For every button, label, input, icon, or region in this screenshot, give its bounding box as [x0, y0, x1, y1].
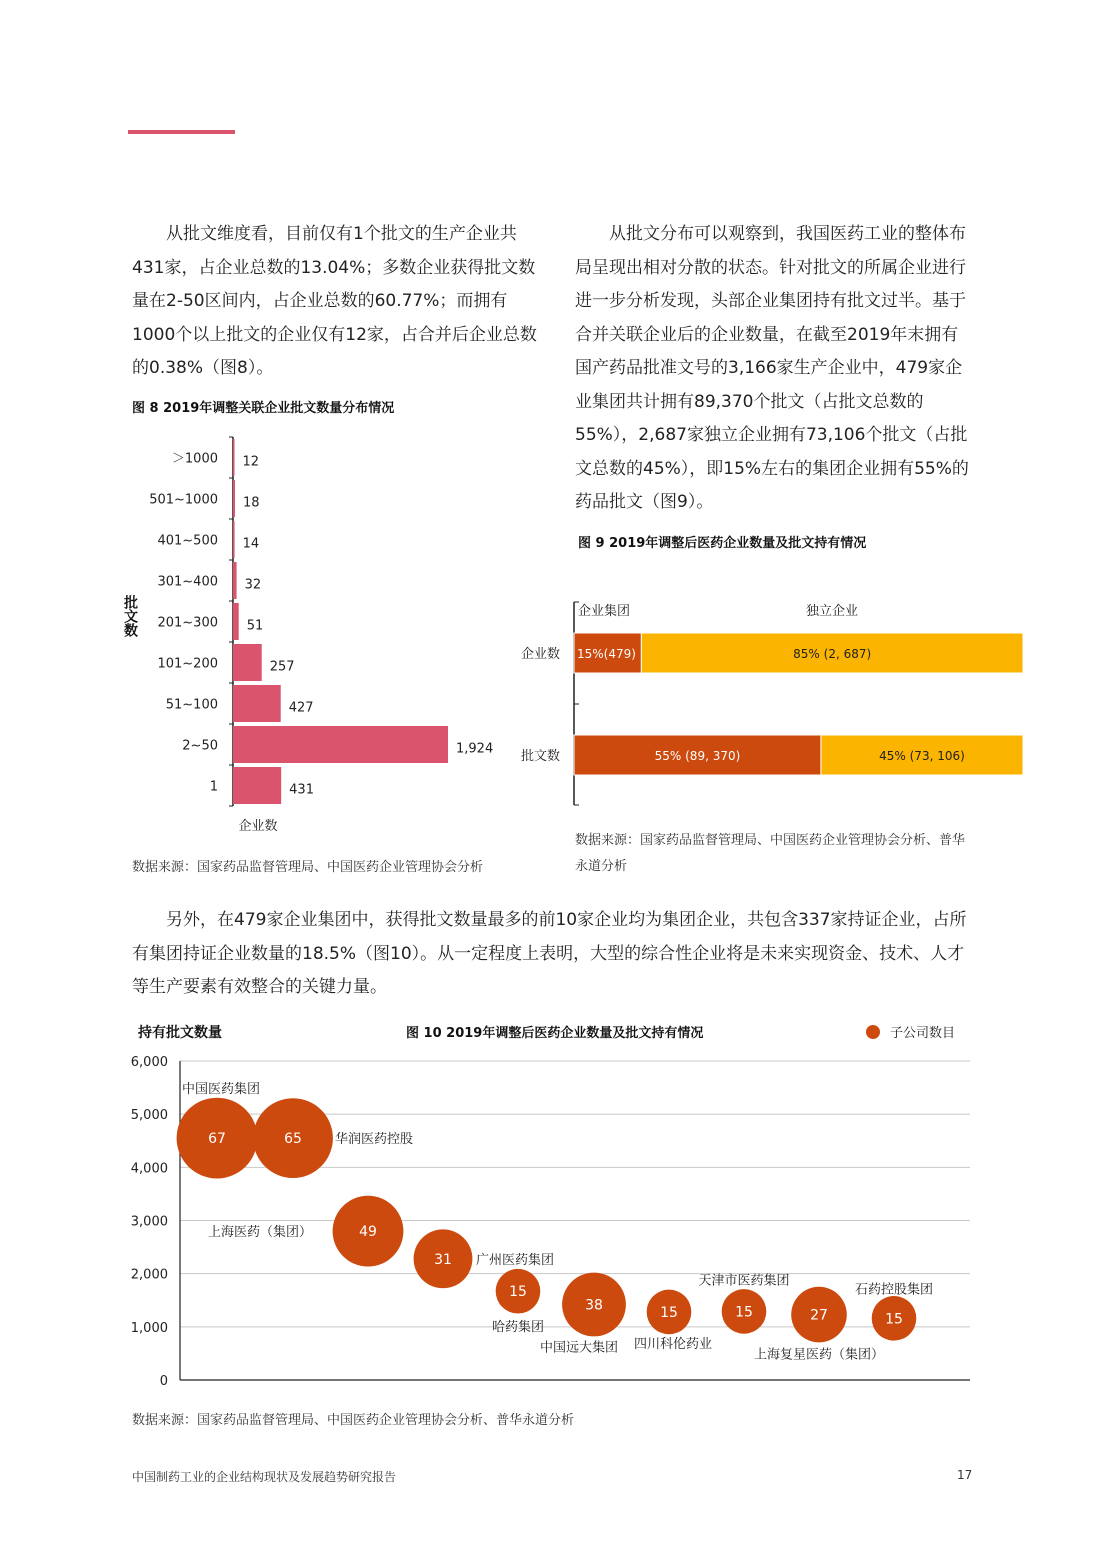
fig8-value-label: 1,924 [456, 741, 494, 757]
fig10-bubble-value: 15 [660, 1304, 678, 1321]
fig8-value-label: 14 [242, 536, 260, 552]
left-paragraph-text: 从批文维度看，目前仅有1个批文的生产企业共431家，占企业总数的13.04%；多数企业获得批文数量在2-50区间内，占企业总数的60.77%；而拥有1000个以上批文的企业仅有12家，占合并后企业总数的0.38%（图8）。 [132, 224, 537, 378]
middle-paragraph-text: 另外，在479家企业集团中，获得批文数量最多的前10家企业均为集团企业，共包含337家持证企业，占所有集团持证企业数量的18.5%（图10）。从一定程度上表明，大型的综合性企业将是未来实现资金、技术、人才等生产要素有效整合的关键力量。 [132, 910, 967, 997]
fig10-legend-label: 子公司数目 [890, 1026, 956, 1041]
fig8-category-label: 101~200 [157, 656, 218, 672]
fig8-bar [233, 726, 448, 763]
fig8-category-label: 501~1000 [149, 492, 218, 508]
fig8-value-label: 51 [246, 618, 264, 634]
fig8-category-label: 401~500 [157, 533, 218, 549]
fig10-point-label: 石药控股集团 [854, 1282, 934, 1298]
fig10-point-label: 天津市医药集团 [698, 1273, 790, 1289]
fig8-y-axis-label: 批文数 [122, 595, 138, 637]
fig9-header-label: 企业集团 [578, 604, 631, 619]
fig8-category-label: 201~300 [157, 615, 218, 631]
fig8-value-label: 431 [289, 782, 314, 798]
fig10-bubble-value: 65 [284, 1131, 302, 1148]
fig10-bubble-value: 49 [359, 1224, 377, 1241]
fig10-bubble-value: 15 [509, 1284, 527, 1301]
fig8-category-label: 1 [209, 779, 218, 795]
fig8-category-label: 301~400 [157, 574, 218, 590]
left-paragraph [132, 218, 542, 386]
fig8-bar [233, 644, 262, 681]
fig10-y-tick-label: 5,000 [130, 1108, 168, 1124]
fig8-category-label: 2~50 [182, 738, 218, 754]
fig9-segment-label: 55% (89, 370) [654, 749, 741, 763]
fig8-bar [233, 767, 281, 804]
fig9-segment-label: 85% (2, 687) [793, 647, 872, 661]
fig9-category-label: 批文数 [520, 749, 560, 764]
fig10-point-label: 四川科伦药业 [633, 1336, 713, 1352]
fig10-point-label: 哈药集团 [491, 1320, 545, 1336]
fig8-bar [233, 521, 235, 558]
fig10-title: 图 10 2019年调整后医药企业数量及批文持有情况 [406, 1026, 704, 1041]
fig9-category-label: 企业数 [520, 647, 560, 662]
fig10-chart [110, 1015, 990, 1400]
fig9-title: 图 9 2019年调整后医药企业数量及批文持有情况 [578, 536, 867, 551]
fig8-value-label: 18 [243, 495, 260, 511]
fig8-bar [233, 685, 281, 722]
fig8-value-label: 257 [269, 659, 295, 675]
fig10-point-label: 中国远大集团 [539, 1340, 619, 1356]
fig10-point-label: 上海复星医药（集团） [753, 1347, 885, 1363]
fig8-bar [233, 480, 235, 517]
fig8-value-label: 12 [242, 454, 260, 470]
fig8-category-label: ＞1000 [171, 451, 218, 467]
fig10-bubble-value: 31 [434, 1251, 452, 1268]
fig8-bar [233, 562, 237, 599]
fig10-legend-marker [866, 1025, 880, 1039]
fig10-y-tick-label: 2,000 [130, 1267, 168, 1283]
fig8-category-label: 51~100 [165, 697, 218, 713]
accent-bar [128, 130, 235, 134]
fig10-bubble-value: 67 [208, 1131, 226, 1148]
fig10-source: 数据来源：国家药品监督管理局、中国医药企业管理协会分析、普华永道分析 [132, 1413, 575, 1428]
fig10-point-label: 广州医药集团 [476, 1252, 555, 1268]
fig10-point-label: 中国医药集团 [182, 1082, 261, 1098]
fig9-segment-label: 45% (73, 106) [879, 749, 965, 763]
fig9-segment-label: 15%(479) [577, 647, 636, 661]
fig9-chart [500, 590, 1030, 815]
fig8-bar [233, 439, 235, 476]
fig8-value-label: 32 [244, 577, 262, 593]
fig10-y-axis-title: 持有批文数量 [138, 1025, 222, 1041]
fig10-bubble-value: 15 [735, 1304, 753, 1321]
fig9-header-label: 独立企业 [805, 604, 859, 619]
middle-paragraph [132, 904, 972, 1005]
fig10-bubble-value: 27 [810, 1307, 828, 1324]
fig8-chart [110, 425, 540, 845]
fig10-y-tick-label: 1,000 [130, 1320, 168, 1336]
fig9-source: 数据来源：国家药品监督管理局、中国医药企业管理协会分析、普华永道分析 [575, 833, 966, 874]
fig10-point-label: 华润医药控股 [335, 1132, 414, 1148]
fig10-bubble-value: 15 [885, 1311, 903, 1328]
fig10-y-tick-label: 0 [159, 1374, 168, 1389]
fig10-y-tick-label: 4,000 [130, 1161, 168, 1177]
page-number: 17 [957, 1468, 973, 1482]
fig10-point-label: 上海医药（集团） [208, 1225, 313, 1241]
fig10-y-tick-label: 3,000 [130, 1214, 168, 1230]
right-paragraph-text: 从批文分布可以观察到，我国医药工业的整体布局呈现出相对分散的状态。针对批文的所属企业进行进一步分析发现，头部企业集团持有批文过半。基于合并关联企业后的企业数量，在截至2019年末拥有国产药品批准文号的3,166家生产企业中，479家企业集团共计拥有89,370个批文（占批文总数的55%），2,687家独立企业拥有73,106个批文（占批文总数的45%），即15%左右的集团企业拥有55%的药品批文（图9）。 [575, 224, 969, 512]
fig8-value-label: 427 [288, 700, 314, 716]
fig8-bar [233, 603, 239, 640]
fig10-bubble-value: 38 [585, 1297, 603, 1314]
fig8-title: 图 8 2019年调整关联企业批文数量分布情况 [132, 401, 395, 416]
fig10-y-tick-label: 6,000 [130, 1055, 168, 1070]
fig8-x-axis-label: 企业数 [238, 819, 278, 834]
right-paragraph [575, 218, 975, 520]
fig8-source: 数据来源：国家药品监督管理局、中国医药企业管理协会分析 [132, 860, 484, 875]
footer-report-title: 中国制药工业的企业结构现状及发展趋势研究报告 [132, 1470, 397, 1484]
